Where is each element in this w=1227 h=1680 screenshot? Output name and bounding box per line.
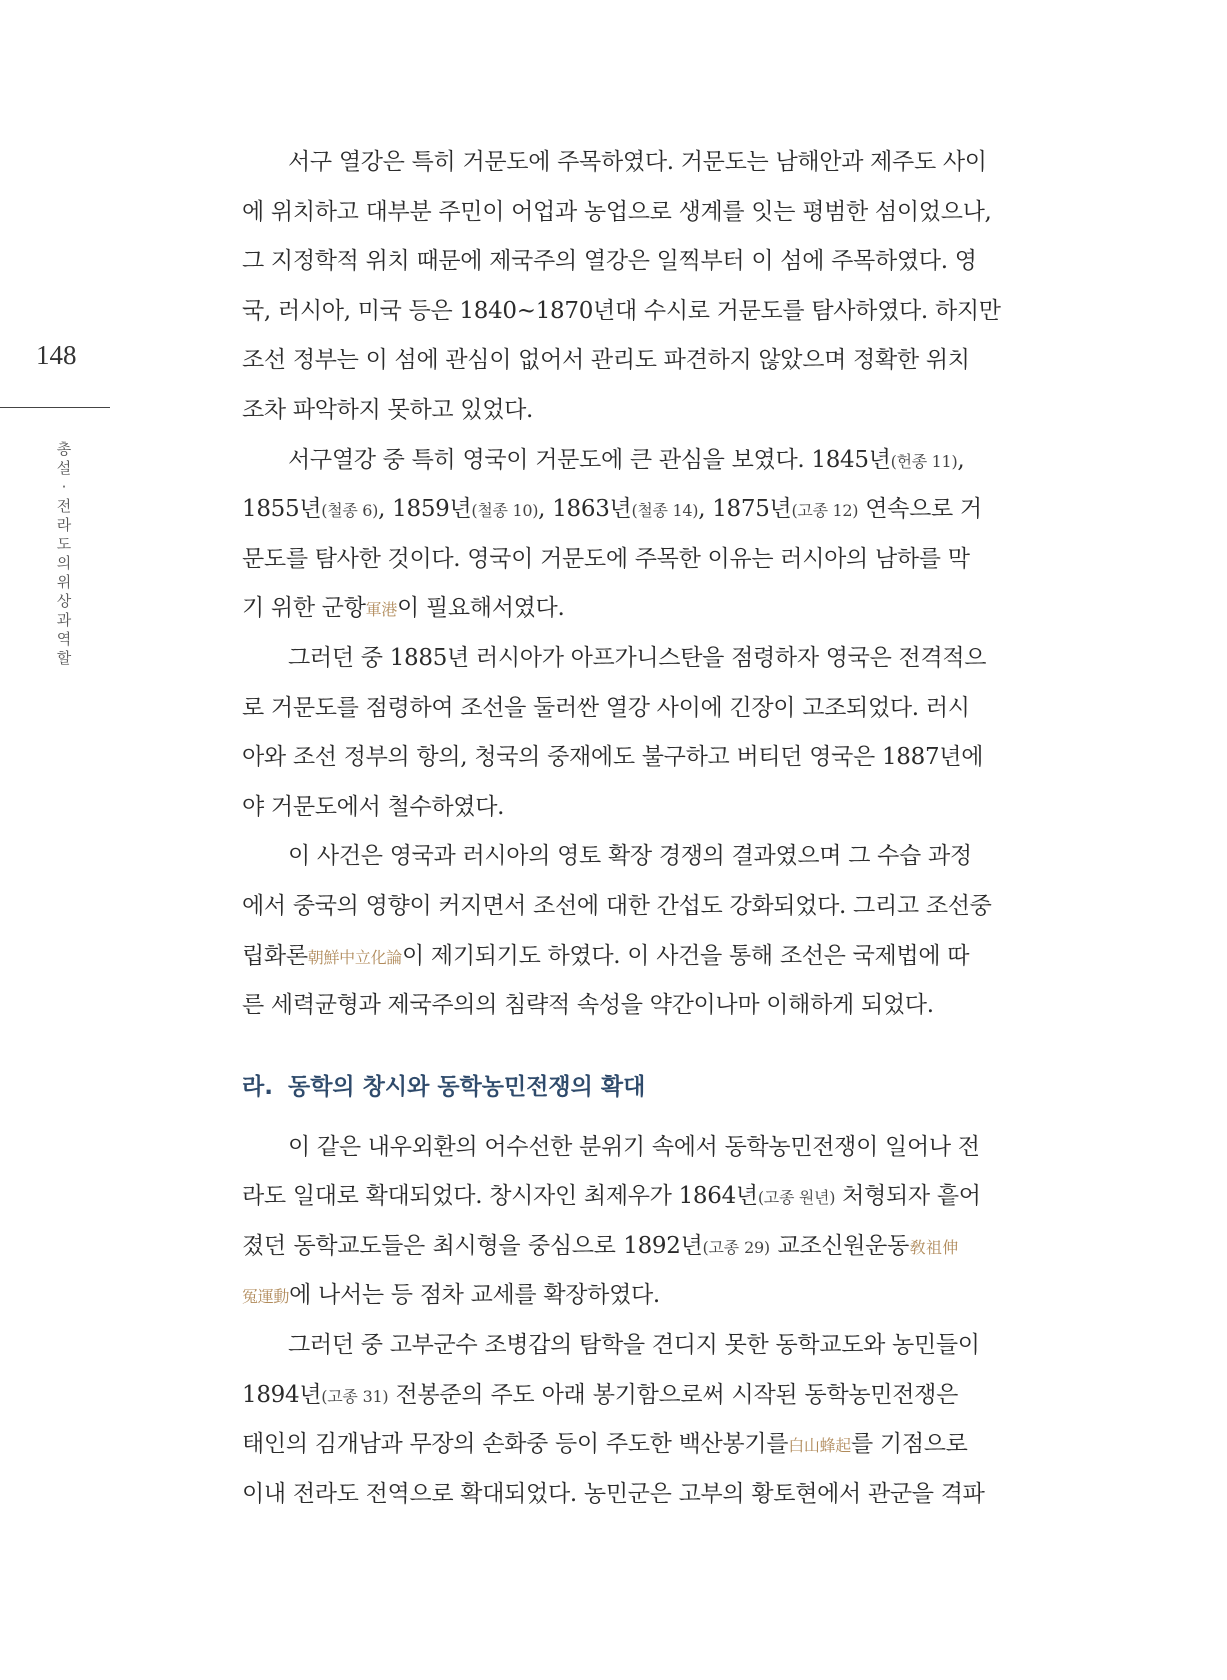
text-segment: 이내 전라도 전역으로 확대되었다. 농민군은 고부의 황토현에서 관군을 격파 bbox=[242, 1480, 985, 1507]
text-line bbox=[242, 932, 970, 982]
reign-year-note: (고종 원년) bbox=[757, 1188, 836, 1208]
text-line bbox=[242, 1123, 980, 1173]
text-segment: 에 나서는 등 점차 교세를 확장하였다. bbox=[289, 1282, 660, 1309]
text-line bbox=[242, 535, 970, 585]
text-segment: 아와 조선 정부의 항의, 청국의 중재에도 불구하고 버티던 영국은 1887년에 bbox=[242, 744, 984, 771]
hanja-annotation: 冤運動 bbox=[242, 1287, 290, 1307]
text-segment: , 1875년 bbox=[698, 496, 792, 523]
body-text bbox=[242, 138, 1001, 1519]
text-segment: 이 제기되기도 하였다. 이 사건을 통해 조선은 국제법에 따 bbox=[401, 942, 970, 969]
text-line bbox=[242, 485, 982, 535]
text-line bbox=[242, 188, 992, 238]
section-heading-number: 라. bbox=[242, 1073, 273, 1100]
reign-year-note: (고종 29) bbox=[702, 1237, 770, 1257]
reign-year-note: (철종 10) bbox=[471, 501, 539, 521]
text-segment: 에 위치하고 대부분 주민이 어업과 농업으로 생계를 잇는 평범한 섬이었으나, bbox=[242, 198, 992, 225]
text-segment: 그러던 중 고부군수 조병갑의 탐학을 견디지 못한 동학교도와 농민들이 bbox=[288, 1332, 980, 1359]
text-line bbox=[242, 1271, 958, 1321]
section-heading-title: 동학의 창시와 동학농민전쟁의 확대 bbox=[288, 1073, 646, 1100]
text-segment: 1894년 bbox=[242, 1381, 322, 1408]
text-segment: 문도를 탐사한 것이다. 영국이 거문도에 주목한 이유는 러시아의 남하를 막 bbox=[242, 545, 970, 572]
text-segment: 전봉준의 주도 아래 봉기함으로써 시작된 동학농민전쟁은 bbox=[388, 1381, 958, 1408]
hanja-annotation: 敎祖伸 bbox=[909, 1237, 958, 1257]
text-segment: 그 지정학적 위치 때문에 제국주의 열강은 일찍부터 이 섬에 주목하였다. 영 bbox=[242, 248, 977, 275]
text-line bbox=[242, 1172, 981, 1222]
hanja-annotation: 白山蜂起 bbox=[788, 1436, 851, 1456]
text-segment: 야 거문도에서 철수하였다. bbox=[242, 793, 505, 820]
text-line bbox=[242, 1222, 958, 1272]
hanja-annotation: 朝鮮中立化論 bbox=[307, 947, 402, 967]
text-line bbox=[242, 584, 958, 634]
text-segment: 태인의 김개남과 무장의 손화중 등이 주도한 백산봉기를 bbox=[242, 1431, 789, 1458]
text-line bbox=[242, 783, 958, 833]
text-line bbox=[242, 1470, 985, 1520]
text-segment: 조차 파악하지 못하고 있었다. bbox=[242, 396, 534, 423]
text-segment: 이 필요해서였다. bbox=[397, 595, 565, 622]
text-line bbox=[242, 138, 987, 188]
running-chapter-title: 총설 · 전라도의 위상과 역할 bbox=[56, 440, 72, 667]
text-segment: 교조신원운동 bbox=[769, 1232, 910, 1259]
text-segment: 졌던 동학교도들은 최시형을 중심으로 1892년 bbox=[242, 1232, 703, 1259]
text-line bbox=[242, 684, 970, 734]
text-segment: 그러던 중 1885년 러시아가 아프가니스탄을 점령하자 영국은 전격적으 bbox=[288, 644, 987, 671]
text-segment: 이 사건은 영국과 러시아의 영토 확장 경쟁의 결과였으며 그 수습 과정 bbox=[288, 843, 972, 870]
text-line bbox=[242, 1321, 980, 1371]
text-line bbox=[242, 237, 977, 287]
text-line bbox=[242, 634, 987, 684]
reign-year-note: (철종 6) bbox=[321, 501, 379, 521]
text-segment: 른 세력균형과 제국주의의 침략적 속성을 약간이나마 이해하게 되었다. bbox=[242, 992, 934, 1019]
text-segment: 1855년 bbox=[242, 496, 322, 523]
text-line bbox=[242, 287, 1001, 337]
hanja-annotation: 軍港 bbox=[365, 600, 398, 620]
text-line bbox=[242, 882, 992, 932]
text-line bbox=[242, 1420, 968, 1470]
text-segment: 기 위한 군항 bbox=[242, 595, 366, 622]
text-segment: , 1859년 bbox=[378, 496, 472, 523]
text-line bbox=[242, 1371, 958, 1421]
text-segment: 연속으로 거 bbox=[858, 496, 982, 523]
text-segment: 이 같은 내우외환의 어수선한 분위기 속에서 동학농민전쟁이 일어나 전 bbox=[288, 1133, 980, 1160]
text-segment: , 1863년 bbox=[538, 496, 632, 523]
reign-year-note: (고종 31) bbox=[321, 1386, 389, 1406]
section-heading bbox=[242, 1031, 958, 1123]
text-segment: 국, 러시아, 미국 등은 1840~1870년대 수시로 거문도를 탐사하였다. 하지만 bbox=[242, 297, 1001, 324]
text-line bbox=[242, 981, 958, 1031]
text-segment: 립화론 bbox=[242, 942, 308, 969]
text-segment: 조선 정부는 이 섬에 관심이 없어서 관리도 파견하지 않았으며 정확한 위치 bbox=[242, 347, 970, 374]
reign-year-note: (헌종 11) bbox=[890, 451, 958, 471]
reign-year-note: (철종 14) bbox=[631, 501, 699, 521]
text-segment: 를 기점으로 bbox=[851, 1431, 968, 1458]
reign-year-note: (고종 12) bbox=[791, 501, 859, 521]
text-segment: 에서 중국의 영향이 커지면서 조선에 대한 간섭도 강화되었다. 그리고 조선중 bbox=[242, 892, 992, 919]
text-line bbox=[242, 733, 984, 783]
text-segment: 서구열강 중 특히 영국이 거문도에 큰 관심을 보였다. 1845년 bbox=[288, 446, 891, 473]
text-line bbox=[242, 336, 970, 386]
text-segment: 처형되자 흩어 bbox=[835, 1183, 981, 1210]
text-segment: 로 거문도를 점령하여 조선을 둘러싼 열강 사이에 긴장이 고조되었다. 러시 bbox=[242, 694, 970, 721]
section-1-paragraphs bbox=[242, 138, 1001, 1031]
section-2-paragraphs bbox=[242, 1123, 985, 1520]
text-line bbox=[242, 832, 972, 882]
text-segment: 라도 일대로 확대되었다. 창시자인 최제우가 1864년 bbox=[242, 1183, 758, 1210]
page-number: 148 bbox=[36, 340, 77, 370]
page-divider bbox=[0, 407, 110, 408]
text-segment: 서구 열강은 특히 거문도에 주목하였다. 거문도는 남해안과 제주도 사이 bbox=[288, 149, 987, 175]
text-segment: , bbox=[957, 446, 965, 473]
text-line bbox=[242, 386, 958, 436]
text-line bbox=[242, 436, 965, 486]
